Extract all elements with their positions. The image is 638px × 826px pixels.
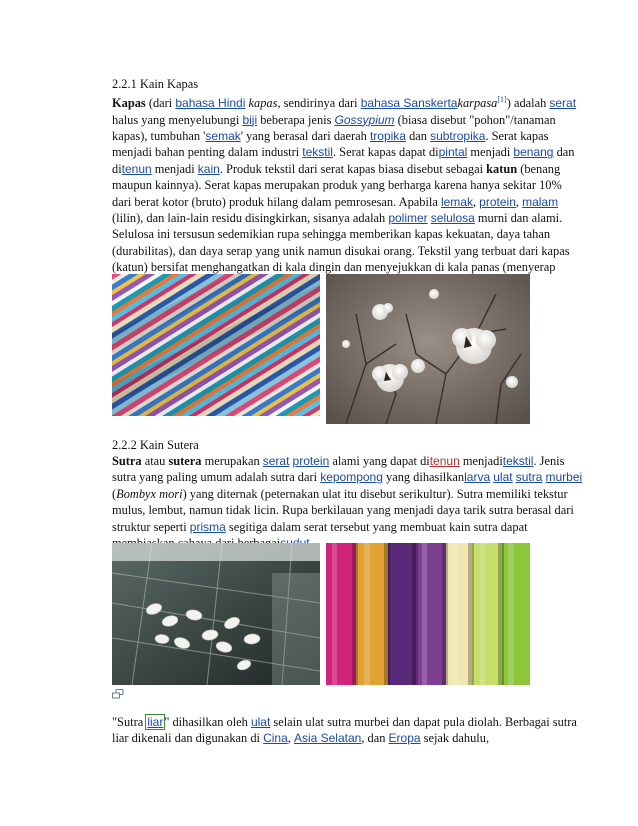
text: dan [405, 128, 431, 143]
text: . Produk tekstil dari serat kapas biasa disebut sebagai [219, 161, 487, 176]
text: (dari [145, 96, 176, 111]
text: alami yang dapat di [329, 454, 430, 468]
link-lemak[interactable]: lemak [440, 194, 473, 209]
paragraph-sutera [112, 453, 584, 551]
link-protein[interactable]: protein [479, 194, 516, 209]
link-larva[interactable]: larva [464, 470, 491, 485]
text: yang dihasilkan [382, 470, 465, 485]
text: . Jenis sutra yang paling umum adalah sutra dari [112, 454, 565, 485]
link-gossypium[interactable]: Gossypium [334, 112, 395, 127]
text: "Sutra [112, 715, 147, 729]
text: atau [141, 454, 169, 468]
link-ulat[interactable]: ulat [250, 715, 271, 729]
link-bahasa-hindi[interactable]: bahasa Hindi [175, 96, 246, 111]
section-heading-kain-kapas: 2.2.1 Kain Kapas [112, 77, 199, 91]
text: (biasa disebut "pohon"/tanaman kapas), tumbuhan ' [112, 112, 556, 143]
striped-fabric-illustration [112, 274, 320, 416]
silk-cocoons-image [112, 543, 320, 685]
text: menjadi [151, 161, 198, 176]
text: murni dan alami. Selulosa ini tersusun sedemikian rupa sehingga memberikan kapas kekuatan, daya tahan (durabilitas), dan daya serap yang unik namun disukai orang. Tekstil yang terbuat dari kapas (katun) bersifat menghangatkan di kala dingin dan menyejukkan di kala panas (menyerap [112, 210, 570, 275]
text: sejak dahulu, [420, 731, 490, 746]
link-murbei[interactable]: murbei [545, 470, 583, 485]
text: (benang maupun kainnya). Serat kapas merupakan produk yang berharga karena hanya sekitar 10% dari berat kotor (bruto) produk hilang dalam pemrosesan. Apabila [112, 161, 562, 209]
link-polimer[interactable]: polimer [388, 210, 428, 225]
text: ) yang diternak (peternakan ulat itu disebut serikultur). Sutra memiliki tekstur mulus, lembut, namun tidak licin. Rupa berkilauan yang menjadi daya tarik sutra berasal dari struktur seperti [112, 486, 574, 534]
text: dan di [112, 145, 575, 176]
footnote-ref-1[interactable]: [1] [497, 95, 507, 104]
link-subtropika[interactable]: subtropika [430, 128, 486, 143]
text: , dan [361, 731, 389, 746]
link-pintal[interactable]: pintal [438, 145, 468, 160]
link-biji[interactable]: biji [242, 112, 258, 127]
link-semak[interactable]: semak [205, 128, 241, 143]
link-kain[interactable]: kain [197, 161, 220, 176]
link-tekstil[interactable]: tekstil [302, 145, 333, 160]
text: , [515, 194, 523, 209]
term-karpasa: karpasa [457, 96, 498, 111]
link-bahasa-sanskerta[interactable]: bahasa Sanskerta [360, 96, 458, 111]
link-kepompong[interactable]: kepompong [320, 470, 383, 485]
link-serat[interactable]: serat [262, 454, 290, 468]
link-eropa[interactable]: Eropa [388, 731, 421, 746]
text: selain ulat sutra murbei dan dapat pula diolah. Berbagai sutra liar dikenali dan digunakan di [112, 715, 577, 746]
link-sutra[interactable]: sutra [515, 470, 543, 485]
link-malam[interactable]: malam [522, 194, 559, 209]
link-asia-selatan[interactable]: Asia Selatan [293, 731, 362, 746]
text: . Serat kapas dapat di [332, 145, 439, 160]
term-sutera: sutera [168, 454, 202, 468]
text: , [287, 731, 294, 746]
silk-fabric-illustration [326, 543, 530, 685]
text: menjadi [459, 454, 503, 468]
link-selulosa[interactable]: selulosa [430, 210, 475, 225]
cotton-boll-plant-image [326, 274, 530, 424]
striped-cotton-fabric-image [112, 274, 320, 416]
text: segitiga dalam serat tersebut yang membuat kain sutra dapat [228, 519, 528, 534]
link-prisma[interactable]: prisma [189, 519, 226, 534]
paragraph-kapas [112, 92, 584, 292]
term-bombyx-mori: Bombyx mori [116, 486, 183, 501]
text: " dihasilkan oleh [164, 715, 251, 729]
silk-fabric-colors-image [326, 543, 530, 685]
link-benang[interactable]: benang [513, 145, 554, 160]
paragraph-sutra-liar [112, 714, 584, 747]
text: ' yang berasal dari daerah [240, 128, 370, 143]
term-sutra: Sutra [112, 454, 142, 468]
link-tenun[interactable]: tenun [121, 161, 152, 176]
link-protein[interactable]: protein [292, 454, 330, 468]
text: ( [112, 486, 117, 501]
term-kapas: Kapas [112, 96, 146, 111]
link-tekstil[interactable]: tekstil [502, 454, 534, 468]
text: , sendirinya dari [277, 96, 361, 111]
text: (lilin), dan lain-lain residu disingkirkan, sisanya adalah [112, 210, 389, 225]
text: menjadi [467, 145, 514, 160]
text: , [472, 194, 480, 209]
text: . Serat kapas menjadi bahan penting dalam industri [112, 128, 549, 160]
section-heading-kain-sutera: 2.2.2 Kain Sutera [112, 438, 199, 452]
cotton-plant-illustration [326, 274, 530, 424]
text: halus yang menyelubungi [112, 112, 243, 127]
silk-cocoons-illustration [112, 543, 320, 685]
text: beberapa jenis [257, 112, 335, 127]
link-cina[interactable]: Cina [263, 731, 288, 746]
image-restore-icon[interactable] [112, 689, 124, 699]
text: merupakan [201, 454, 263, 468]
link-tropika[interactable]: tropika [369, 128, 406, 143]
link-serat[interactable]: serat [549, 96, 577, 111]
link-ulat[interactable]: ulat [493, 470, 513, 485]
link-liar[interactable]: liar [147, 715, 164, 729]
text: ) adalah [506, 96, 550, 111]
link-tenun[interactable]: tenun [429, 454, 460, 468]
term-kapas-italic: kapas [248, 96, 278, 111]
term-katun: katun [486, 161, 518, 176]
